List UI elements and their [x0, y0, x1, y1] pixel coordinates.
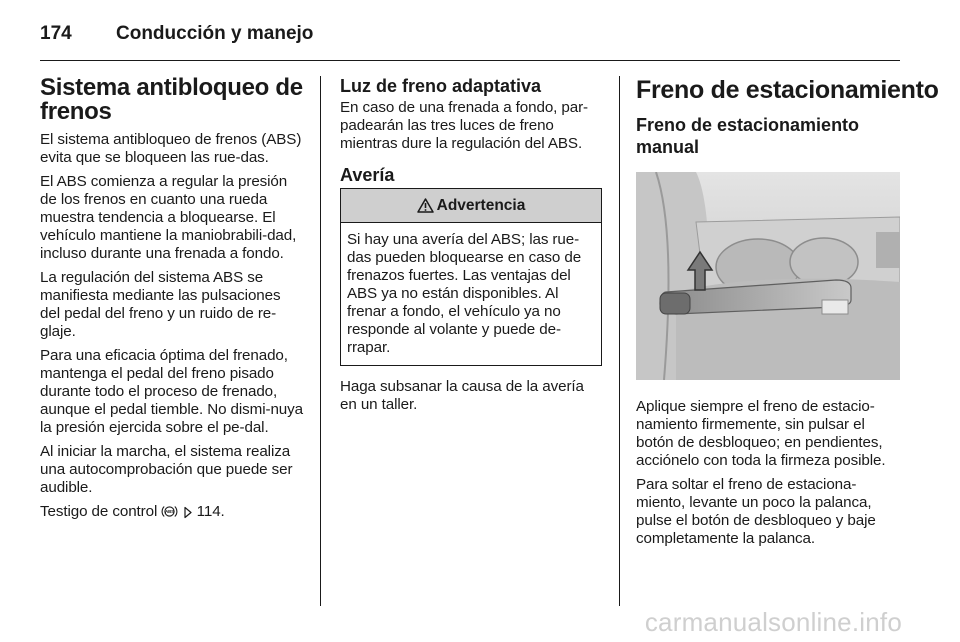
running-title: Conducción y manejo — [116, 23, 314, 44]
paragraph: En caso de una frenada a fondo, par-padearán las tres luces de freno mientras dure la regulación del ABS. — [340, 99, 589, 152]
warning-triangle-icon — [417, 198, 434, 213]
column-divider-1 — [320, 76, 321, 606]
column-abs — [40, 76, 304, 530]
warning-box — [340, 188, 602, 366]
warning-body — [341, 223, 601, 365]
warning-text: Si hay una avería del ABS; las rue-das pueden bloquearse en caso de frenazos fuertes. Las ventajas del ABS ya no están disponibles. Al frenar a fondo, el vehículo ya no responde al volante y puede de-rrapar. — [347, 231, 582, 356]
column-parking-brake — [636, 76, 939, 554]
column-brake-light — [340, 76, 602, 420]
heading-averia: Avería — [340, 165, 395, 185]
section-title-parking-brake: Freno de estacionamiento — [636, 76, 939, 104]
abs-indicator-icon — [161, 504, 178, 524]
warning-header — [341, 189, 601, 223]
paragraph: Haga subsanar la causa de la avería en un taller. — [340, 378, 584, 413]
subtitle-adaptive-brake-light: Luz de freno adaptativa — [340, 76, 542, 96]
testigo-line — [40, 503, 304, 524]
svg-text:ABS: ABS — [165, 509, 175, 515]
paragraph: El ABS comienza a regular la presión de los frenos en cuanto una rueda muestra tendencia a bloquearse. El vehículo mantiene la maniobrabili-dad, incluso durante una frenada a fondo. — [40, 173, 297, 262]
testigo-prefix: Testigo de control — [40, 503, 158, 520]
page-reference-arrow-icon — [183, 506, 193, 524]
paragraph: Para una eficacia óptima del frenado, mantenga el pedal del freno pisado durante todo el proceso de frenado, aunque el pedal tiemble. No dismi-nuya la presión ejercida sobre el pe-dal. — [40, 347, 303, 436]
paragraph: Para soltar el freno de estaciona-miento, levante un poco la palanca, pulse el botón de desbloqueo y baje completamente la palanca. — [636, 476, 876, 547]
parking-brake-illustration — [636, 172, 900, 380]
paragraph: Al iniciar la marcha, el sistema realiza una autocomprobación que puede ser audible. — [40, 443, 293, 496]
paragraph: Aplique siempre el freno de estacio-namiento firmemente, sin pulsar el botón de desbloqueo; en pendientes, acciónelo con toda la firmeza posible. — [636, 398, 886, 469]
header-rule — [40, 60, 900, 61]
watermark: carmanualsonline.info — [644, 607, 902, 637]
warning-title: Advertencia — [436, 196, 526, 214]
subtitle-manual-parking-brake: Freno de estacionamiento manual — [636, 115, 860, 157]
page-header — [40, 16, 313, 52]
page-number: 174 — [40, 23, 72, 44]
column-divider-2 — [619, 76, 620, 606]
section-title-abs: Sistema antibloqueo de frenos — [40, 74, 303, 125]
page-reference[interactable]: 114. — [196, 503, 225, 520]
paragraph: El sistema antibloqueo de frenos (ABS) evita que se bloqueen las rue-das. — [40, 131, 302, 166]
paragraph: La regulación del sistema ABS se manifiesta mediante las pulsaciones del pedal del freno y un ruido de re-glaje. — [40, 269, 281, 340]
